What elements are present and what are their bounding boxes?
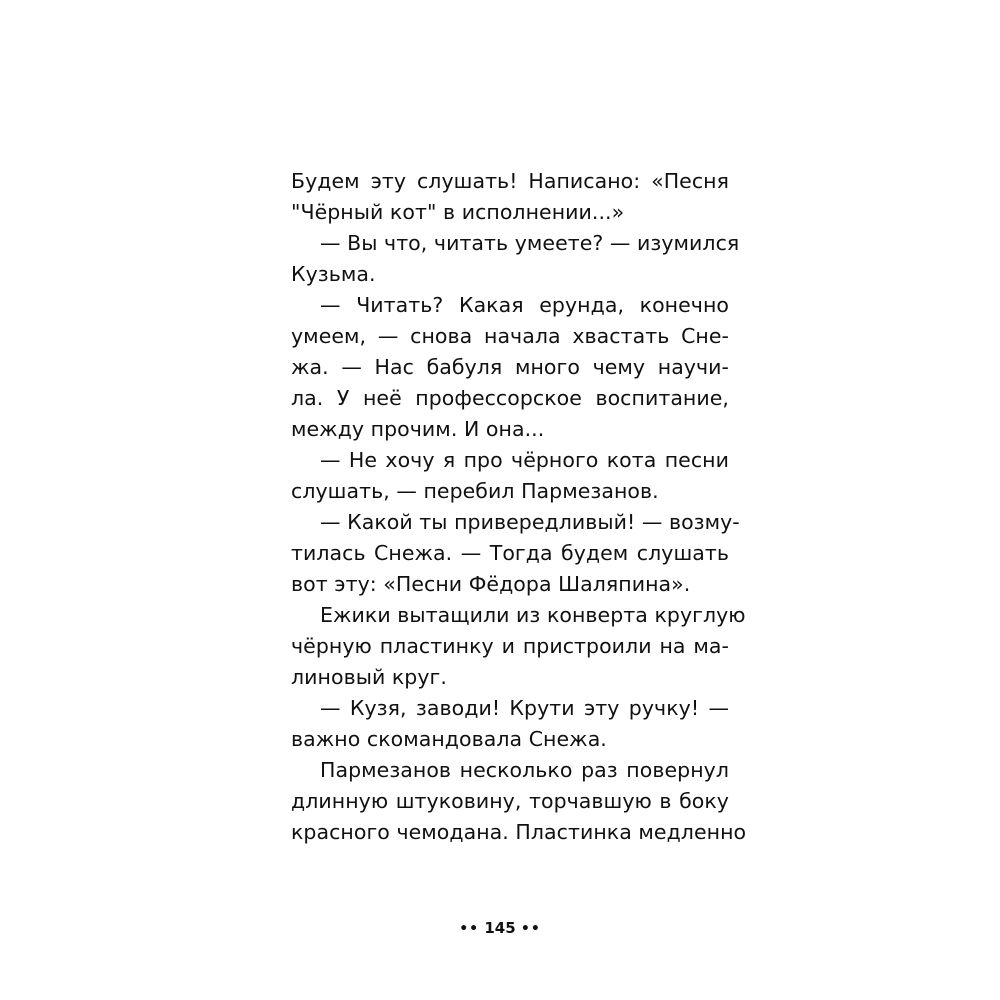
text-line: — Читать? Какая ерунда, конечно <box>320 293 729 317</box>
text-line: Пармезанов несколько раз повернул <box>320 758 729 782</box>
page-footer <box>0 918 1000 939</box>
text-line: — Вы что, читать умеете? — изумился <box>320 231 740 255</box>
text-line: вот эту: «Песни Фёдора Шаляпина». <box>291 572 691 596</box>
page-number-ornament-right: •• <box>520 921 541 937</box>
text-line: — Не хочу я про чёрного кота песни <box>320 448 729 472</box>
text-line: "Чёрный кот" в исполнении...» <box>291 200 625 224</box>
text-line: ла. У неё профессорское воспитание, <box>291 386 729 410</box>
text-line: Кузьма. <box>291 262 376 286</box>
text-line: — Какой ты привередливый! — возму- <box>320 510 740 534</box>
text-line: чёрную пластинку и пристроили на ма- <box>291 634 729 658</box>
page-number: 145 <box>484 919 516 937</box>
text-line: длинную штуковину, торчавшую в боку <box>291 789 729 813</box>
page-number-ornament-left: •• <box>459 921 480 937</box>
text-line: между прочим. И она... <box>291 417 545 441</box>
text-line: красного чемодана. Пластинка медленно <box>291 820 747 844</box>
text-line: жа. — Нас бабуля много чему научи- <box>291 355 729 379</box>
body-text <box>291 166 747 848</box>
text-line: Будем эту слушать! Написано: «Песня <box>291 169 729 193</box>
text-line: важно скомандовала Снежа. <box>291 727 607 751</box>
text-line: линовый круг. <box>291 665 447 689</box>
text-line: — Кузя, заводи! Крути эту ручку! — <box>320 696 729 720</box>
text-line: тилась Снежа. — Тогда будем слушать <box>291 541 729 565</box>
text-line: умеем, — снова начала хвастать Сне- <box>291 324 729 348</box>
text-line: слушать, — перебил Пармезанов. <box>291 479 659 503</box>
text-line: Ежики вытащили из конверта круглую <box>320 603 746 627</box>
